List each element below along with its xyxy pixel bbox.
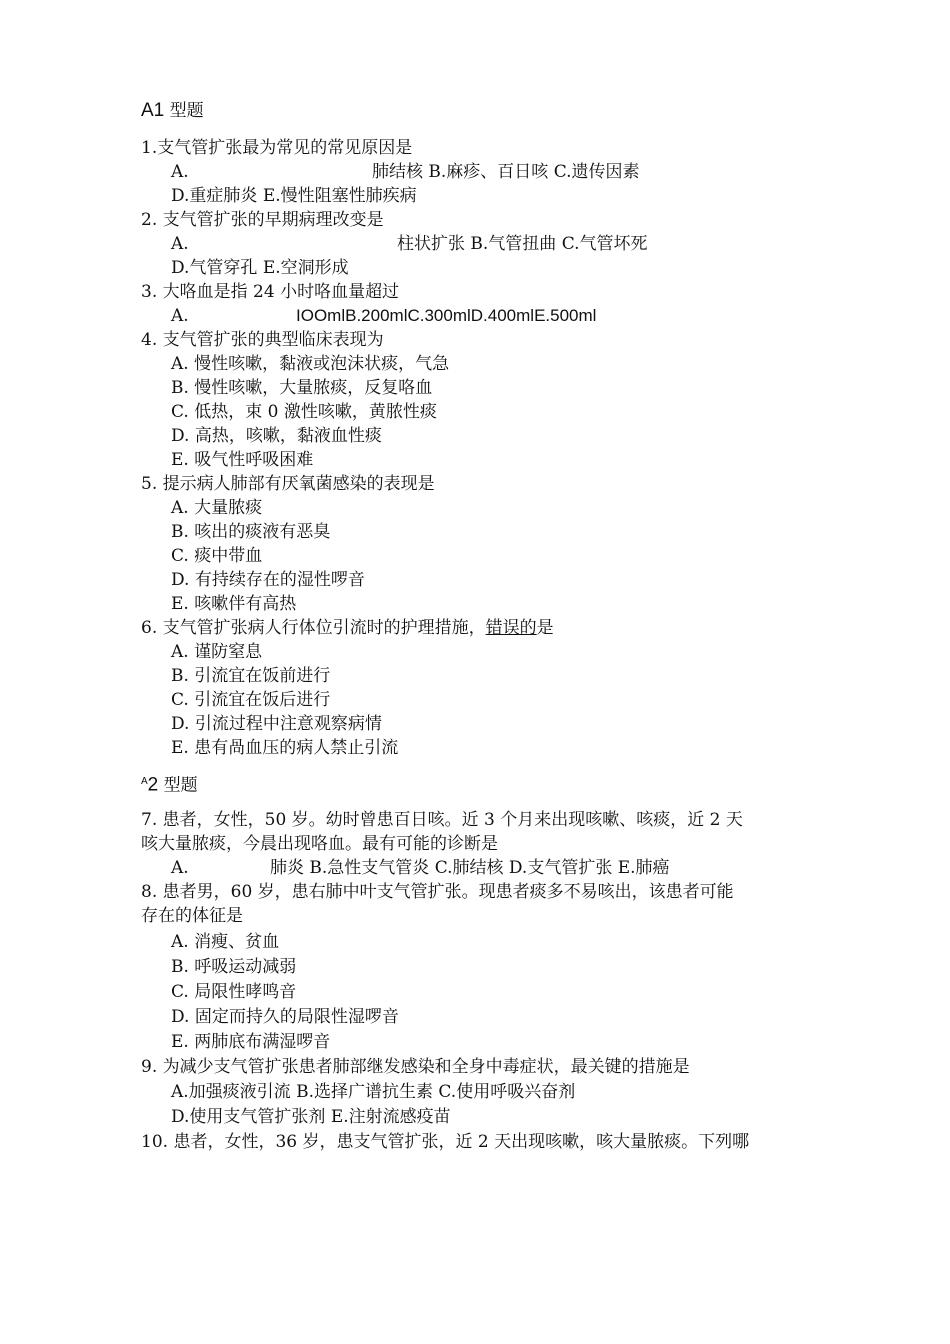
q5-option-d: D. 有持续存在的湿性啰音	[171, 570, 365, 590]
q5-option-c: C. 痰中带血	[171, 546, 263, 566]
q9-options-line2: D.使用支气管扩张剂 E.注射流感疫苗	[171, 1107, 451, 1127]
q1-options-line2: D.重症肺炎 E.慢性阻塞性肺疾病	[171, 186, 417, 206]
q6-option-c: C. 引流宜在饭后进行	[171, 690, 331, 710]
q4-stem: 4. 支气管扩张的典型临床表现为	[141, 330, 384, 350]
q9-options-line1: A.加强痰液引流 B.选择广谱抗生素 C.使用呼吸兴奋剂	[171, 1082, 576, 1102]
section-a2-sup: A	[141, 776, 148, 787]
q6-option-b: B. 引流宜在饭前进行	[171, 666, 331, 686]
q5-option-b: B. 咳出的痰液有恶臭	[171, 522, 331, 542]
q2-options-line1: 柱状扩张 B.气管扭曲 C.气管坏死	[397, 234, 648, 254]
q6-stem	[141, 616, 554, 640]
q5-stem: 5. 提示病人肺部有厌氧菌感染的表现是	[141, 474, 435, 494]
q3-options-line1: IOOmlB.200mlC.300mlD.400mlE.500ml	[296, 306, 597, 325]
q5-option-e: E. 咳嗽伴有高热	[171, 594, 297, 614]
q5-option-a: A. 大量脓痰	[171, 498, 263, 518]
q6-stem-underlined: 错误的	[485, 618, 537, 638]
q7-options-line1: 肺炎 B.急性支气管炎 C.肺结核 D.支气管扩张 E.肺癌	[270, 858, 670, 878]
q7-stem-line2: 咳大量脓痰，今晨出现咯血。最有可能的诊断是	[141, 834, 498, 854]
section-a2-prefix: 2	[147, 774, 159, 796]
q6-option-d: D. 引流过程中注意观察病情	[171, 714, 382, 734]
q1-stem: 1.支气管扩张最为常见的常见原因是	[141, 138, 413, 158]
q4-option-a: A. 慢性咳嗽，黏液或泡沫状痰，气急	[171, 354, 450, 374]
q1-option-label: A.	[171, 162, 189, 182]
q6-option-a: A. 谨防窒息	[171, 642, 263, 662]
q2-stem: 2. 支气管扩张的早期病理改变是	[141, 210, 384, 230]
q6-stem-after: 是	[536, 618, 554, 638]
q9-stem: 9. 为减少支气管扩张患者肺部继发感染和全身中毒症状，最关键的措施是	[141, 1057, 690, 1077]
q7-stem-line1: 7. 患者，女性，50 岁。幼时曾患百日咳。近 3 个月来出现咳嗽、咳痰，近 2 天	[141, 810, 743, 830]
q1-options-line1: 肺结核 B.麻疹、百日咳 C.遗传因素	[372, 162, 640, 182]
q4-option-e: E. 吸气性呼吸困难	[171, 450, 314, 470]
q3-option-label: A.	[171, 306, 189, 326]
q8-option-b: B. 呼吸运动减弱	[171, 957, 297, 977]
q10-stem: 10. 患者，女性，36 岁，患支气管扩张，近 2 天出现咳嗽，咳大量脓痰。下列哪	[141, 1132, 750, 1152]
q2-options-line2: D.气管穿孔 E.空洞形成	[171, 258, 349, 278]
q8-stem-line2: 存在的体征是	[141, 906, 243, 926]
q8-option-c: C. 局限性哮鸣音	[171, 982, 297, 1002]
q8-option-a: A. 消瘦、贫血	[171, 932, 280, 952]
q2-option-label: A.	[171, 234, 189, 254]
section-a1-prefix: A1	[141, 100, 165, 121]
q4-option-b: B. 慢性咳嗽，大量脓痰，反复咯血	[171, 378, 433, 398]
q7-option-label: A.	[171, 858, 189, 878]
section-heading-a2	[141, 770, 198, 798]
q8-option-e: E. 两肺底布满湿啰音	[171, 1032, 331, 1052]
section-heading-a1	[141, 99, 204, 123]
q3-stem: 3. 大咯血是指 24 小时咯血量超过	[141, 282, 400, 302]
q8-option-d: D. 固定而持久的局限性湿啰音	[171, 1007, 399, 1027]
section-a2-suffix: 型题	[158, 775, 198, 796]
q6-stem-before: 6. 支气管扩张病人行体位引流时的护理措施，	[141, 618, 486, 638]
q6-option-e: E. 患有咼血压的病人禁止引流	[171, 738, 399, 758]
q8-stem-line1: 8. 患者男，60 岁，患右肺中叶支气管扩张。现患者痰多不易咳出，该患者可能	[141, 882, 734, 902]
q4-option-d: D. 高热，咳嗽，黏液血性痰	[171, 426, 382, 446]
section-a1-suffix: 型题	[164, 101, 204, 121]
q4-option-c: C. 低热，束 0 激性咳嗽，黄脓性痰	[171, 402, 437, 422]
